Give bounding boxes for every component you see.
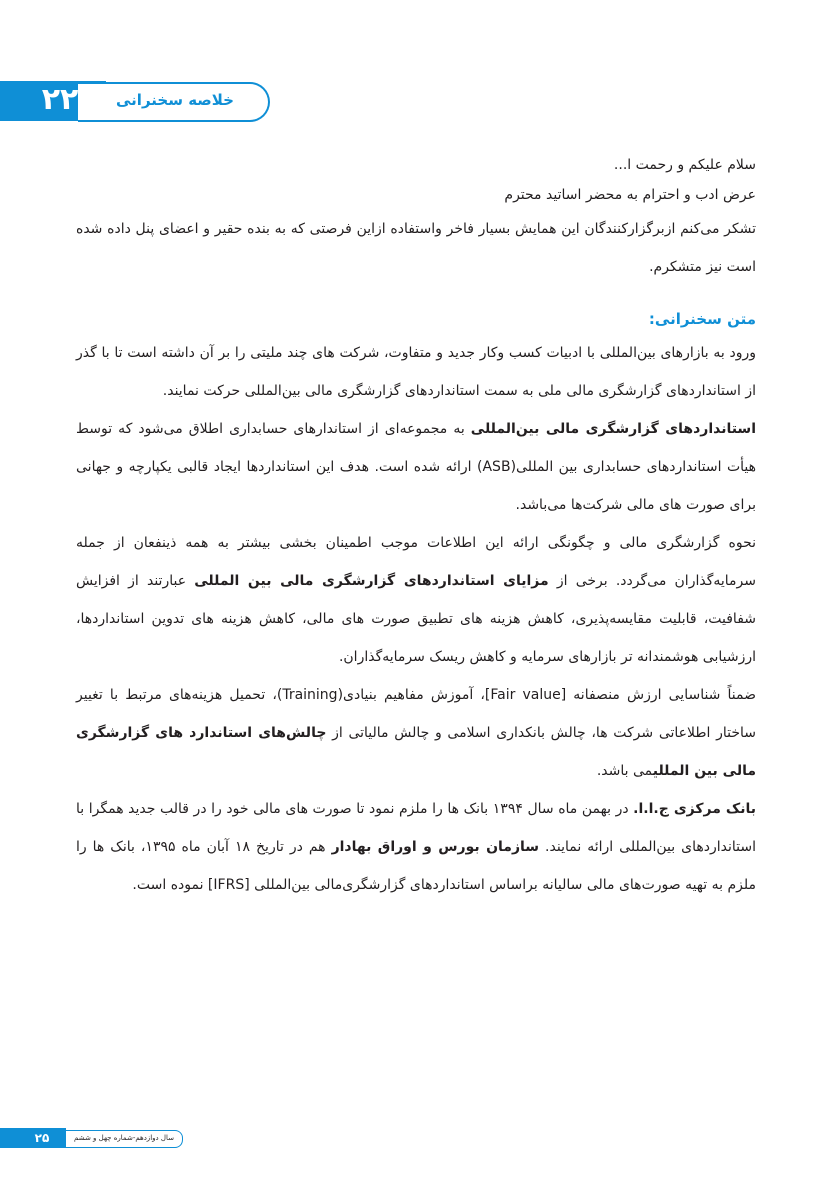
body-paragraph [76, 676, 756, 790]
greeting-line: سلام علیکم و رحمت ا... [613, 157, 756, 173]
paragraph-text: ورود به بازارهای بین‌المللی با ادبیات کسب وکار جدید و متفاوت، شرکت های چند ملیتی را بر آن داشته است تا با گذر از استانداردهای گزارشگری مالی ملی به سمت استانداردهای گزارشگری مالی بین‌المللی حرکت نمایند. [76, 345, 756, 399]
paragraph-text: ضمناً شناسایی ارزش منصفانه [Fair value]، آموزش مفاهیم بنیادی(Training)، تحمیل هزینه‌های مرتبط با تغییر ساختار اطلاعاتی شرکت ها، چالش بانکداری اسلامی و چالش مالیاتی از [76, 687, 756, 741]
section-number: ۲۲ [41, 82, 79, 117]
speech-text-title: متن سخنرانی: [648, 310, 756, 328]
bold-term: استانداردهای گزارشگری مالی بین‌المللی [470, 421, 756, 437]
page-number: ۲۵ [34, 1131, 50, 1145]
bold-term: مزایای استانداردهای گزارشگری مالی بین المللی [194, 573, 549, 589]
body-paragraph [76, 790, 756, 904]
paragraph-text: عبارتند از افزایش شفافیت، قابلیت مقایسه‌پذیری، کاهش هزینه های تطبیق صورت های مالی، کاهش هزینه های تدوین استانداردها، ارزشیابی هوشمندانه تر بازارهای سرمایه و کاهش ریسک سرمایه‌گذاران. [76, 573, 756, 665]
body-paragraph [76, 410, 756, 524]
issue-label: سال دوازدهم-شماره چهل و ششم [74, 1134, 174, 1142]
paragraph-text: به مجموعه‌ای از استاندارهای حسابداری اطلاق می‌شود که توسط هیأت استانداردهای حسابداری بین المللی(ASB) ارائه شده است. هدف این استانداردها ایجاد قالبی یکپارچه و جهانی برای صورت های مالی شرکت‌ها می‌باشد. [76, 421, 757, 513]
bold-term: بانک مرکزی ج.ا.ا. [633, 801, 757, 817]
paragraph-text: در بهمن ماه سال ۱۳۹۴ بانک ها را ملزم نمود تا صورت های مالی خود را در قالب جدید همگرا با استانداردهای بین‌المللی ارائه نمایند. [76, 801, 756, 855]
section-heading: خلاصه سخنرانی [116, 91, 234, 109]
greeting-block [76, 150, 756, 286]
speech-body [76, 334, 756, 904]
paragraph-text: نحوه گزارشگری مالی و چگونگی ارائه این اطلاعات موجب اطمینان بخشی بیشتر به همه ذینفعان از جمله سرمایه‌گذاران می‌گردد. برخی از [76, 535, 756, 589]
paragraph-text: می باشد. [596, 763, 653, 779]
article-content [76, 150, 756, 904]
greeting-line: عرض ادب و احترام به محضر اساتید محترم [504, 187, 756, 203]
body-paragraph [76, 334, 756, 410]
paragraph-text: هم در تاریخ ۱۸ آبان ماه ۱۳۹۵، بانک ها را ملزم به تهیه صورت‌های مالی سالیانه براساس استانداردهای گزارشگری‌مالی بین‌المللی [IFRS] نموده است. [76, 839, 756, 893]
bold-term: چالش‌های استاندارد های گزارشگری مالی بین المللی [76, 725, 756, 779]
bold-term: سازمان بورس و اوراق بهادار [331, 839, 540, 855]
body-paragraph [76, 524, 756, 676]
greeting-line: تشکر می‌کنم ازبرگزارکنندگان این همایش بسیار فاخر واستفاده ازاین فرصتی که به بنده حقیر و اعضای پنل داده شده است نیز متشکرم. [76, 221, 756, 275]
